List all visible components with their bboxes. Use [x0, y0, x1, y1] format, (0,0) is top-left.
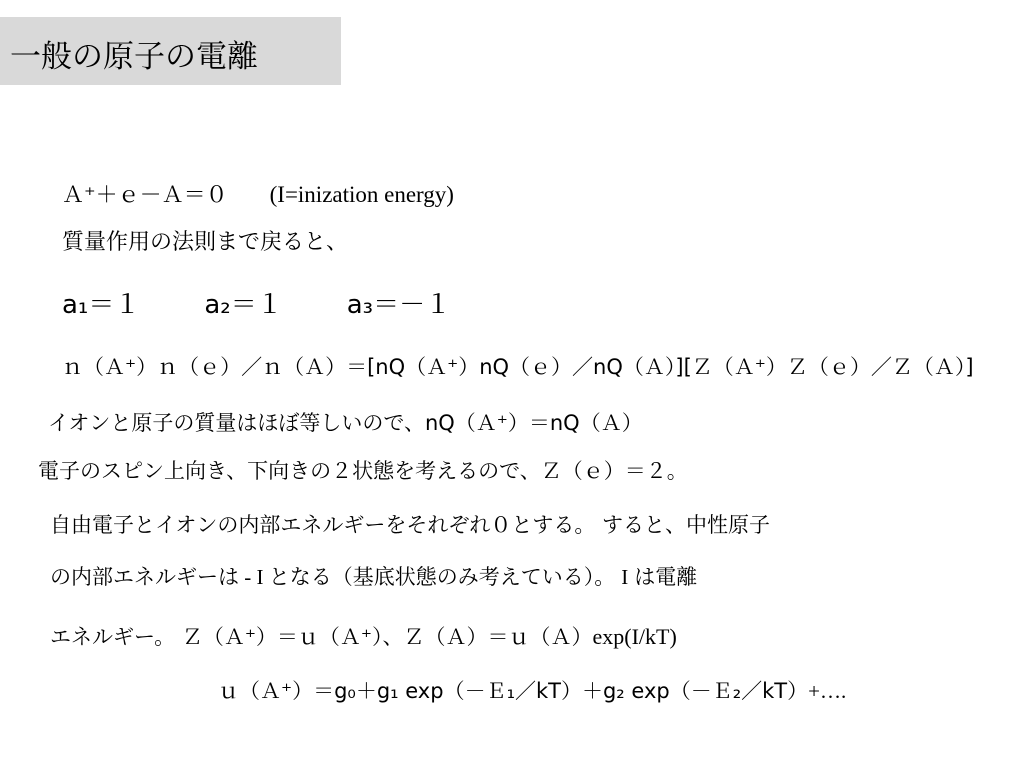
symbol-i: I — [621, 565, 629, 589]
equation-line-1 — [62, 180, 454, 211]
text-line-5: イオンと原子の質量はほぼ等しいので、nQ（Ａ⁺）＝nQ（Ａ） — [48, 411, 643, 435]
coefficient-line — [62, 290, 451, 320]
text-line-6: 電子のスピン上向き、下向きの２状態を考えるので、Ｚ（ｅ）＝２。 — [38, 459, 688, 483]
partition-relations: エネルギー。 Ｚ（Ａ⁺）＝ｕ（Ａ⁺）、Ｚ（Ａ）＝ｕ（Ａ） — [50, 625, 593, 649]
expansion-main: ｕ（Ａ⁺）＝g₀＋g₁ exp（－Ｅ₁／kT）＋g₂ exp（－Ｅ₂／kT） — [218, 679, 809, 703]
coefficient-a3: a₃＝－１ — [346, 290, 452, 320]
text-line-2: 質量作用の法則まで戻ると、 — [62, 230, 349, 255]
mass-action-left: ｎ（Ａ⁺）ｎ（ｅ）／ｎ（Ａ）＝ — [62, 355, 368, 379]
mass-action-equation — [62, 352, 974, 382]
title-banner — [0, 17, 341, 85]
exp-factor: exp(I/kT) — [592, 624, 677, 649]
line8-part-a: の内部エネルギーは — [50, 565, 239, 589]
ionization-reaction: Ａ⁺＋ｅ－Ａ＝０ — [62, 183, 228, 208]
mass-action-right: [nQ（Ａ⁺）nQ（ｅ）／nQ（Ａ）][Ｚ（Ａ⁺）Ｚ（ｅ）／Ｚ（Ａ）] — [367, 355, 974, 379]
ionization-note: (I=inization energy) — [269, 182, 454, 207]
coefficient-a2: a₂＝１ — [204, 290, 283, 320]
line8-part-c: となる（基底状態のみ考えている）。 — [268, 565, 616, 589]
expansion-ellipsis: +…. — [808, 679, 847, 703]
partition-function-expansion — [218, 676, 846, 706]
slide-title: 一般の原子の電離 — [10, 39, 258, 75]
line8-part-e: は電離 — [634, 565, 698, 589]
text-line-7: 自由電子とイオンの内部エネルギーをそれぞれ０とする。 すると、中性原子 — [50, 513, 771, 537]
minus-i: - I — [239, 565, 269, 589]
coefficient-a1: a₁＝１ — [62, 290, 141, 320]
text-line-8 — [50, 562, 697, 592]
text-line-9 — [50, 622, 677, 652]
